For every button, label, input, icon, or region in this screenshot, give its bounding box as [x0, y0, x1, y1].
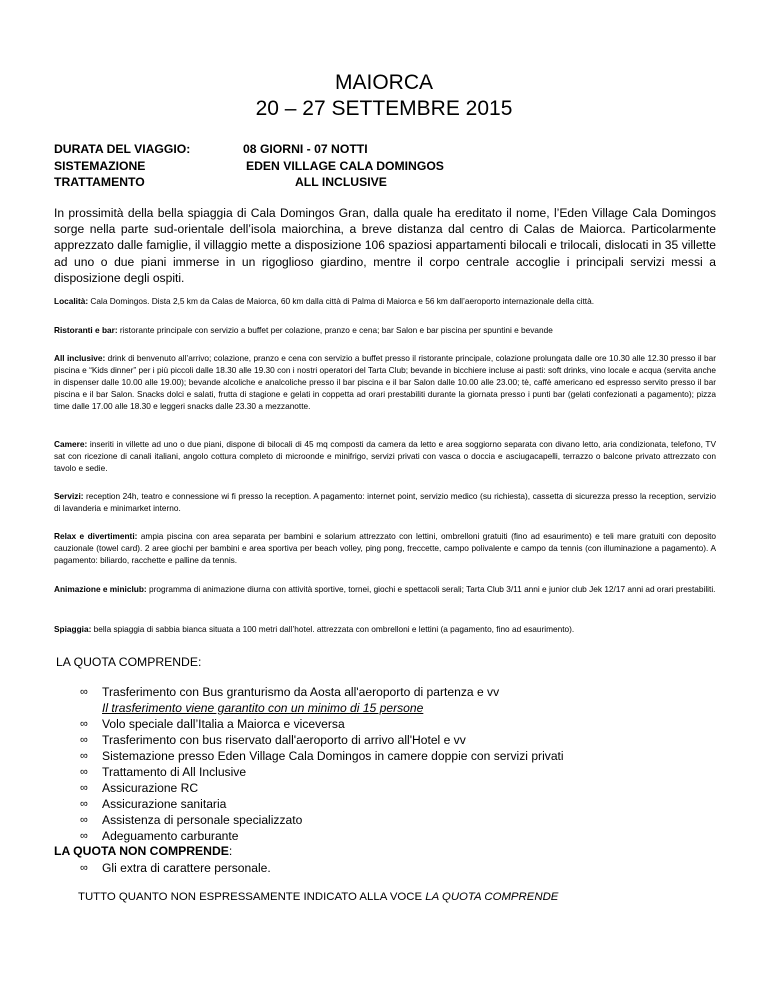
section-text: Cala Domingos. Dista 2,5 km da Calas de Maiorca, 60 km dalla città di Palma di Maiorca e 56 km dall’aeroporto internazionale della città.: [88, 296, 595, 306]
section-text: ristorante principale con servizio a buffet per colazione, pranzo e cena; bar Salon e bar piscina per spuntini e bevande: [117, 325, 553, 335]
section-label: All inclusive:: [54, 353, 106, 363]
quota-comprende-heading: LA QUOTA COMPRENDE:: [56, 655, 202, 669]
page-title: MAIORCA: [334, 71, 433, 94]
section-text: reception 24h, teatro e connessione wi fi presso la reception. A pagamento: internet point, servizio medico (su richiesta), cassetta di sicurezza presso la reception, servizio di lavanderia e minimarket interno.: [54, 491, 716, 513]
detail-value: EDEN VILLAGE CALA DOMINGOS: [246, 158, 444, 173]
quota-non-comprende-heading: [54, 844, 232, 858]
detail-label: TRATTAMENTO: [54, 175, 145, 189]
list-item-text: Trasferimento con Bus granturismo da Aosta all'aeroporto di partenza e vv: [102, 685, 500, 699]
heading-colon: :: [228, 844, 233, 858]
section-camere: [54, 438, 716, 474]
section-text: programma di animazione diurna con attività sportive, tornei, giochi e spettacoli serali; Tarta Club 3/11 anni e junior club Jek 12/17 anni ad orari prestabiliti.: [146, 584, 716, 594]
infinity-bullet-icon: ∞: [80, 766, 88, 778]
section-text: inseriti in villette ad uno o due piani, dispone di bilocali di 45 mq composti da camera da letto e area soggiorno separata con divano letto, aria condizionata, telefono, TV sat con ricezione di canali italiani, angolo cottura completo di microonde e minifrigo, servizi privati con vasca o doccia e asciugacapelli, terrazzo o balcone privato attrezzato con tavolo e sedie.: [54, 439, 716, 473]
section-label: Animazione e miniclub:: [54, 584, 147, 594]
list-item-text: Trasferimento con bus riservato dall'aeroporto di arrivo all'Hotel e vv: [102, 733, 466, 747]
section-spiaggia: [54, 623, 716, 635]
detail-value: ALL INCLUSIVE: [295, 175, 387, 189]
infinity-bullet-icon: ∞: [80, 830, 88, 842]
section-text: ampia piscina con area separata per bambini e solarium attrezzato con lettini, ombrelloni gratuiti (fino ad esaurimento) e teli mare gratuiti con deposito cauzionale (towel card). 2 aree giochi per bambini e area sportiva per beach volley, ping pong, freccette, campo polivalente e campo da tennis (con illuminazione a pagamento). A pagamento: biliardo, racchette e palline da tennis.: [54, 531, 717, 565]
list-item: [0, 748, 768, 764]
list-item-text: Sistemazione presso Eden Village Cala Domingos in camere doppie con servizi privati: [102, 749, 564, 763]
list-item: [0, 828, 768, 844]
section-label: Ristoranti e bar:: [54, 325, 118, 335]
section-localita: [54, 295, 716, 307]
detail-label: SISTEMAZIONE: [54, 158, 146, 173]
infinity-bullet-icon: ∞: [80, 798, 88, 810]
section-label: Camere:: [54, 439, 88, 449]
list-item: [0, 732, 768, 748]
list-item: [0, 860, 768, 876]
footer-text: TUTTO QUANTO NON ESPRESSAMENTE INDICATO ALLA VOCE: [78, 891, 426, 903]
trip-dates: 20 – 27 SETTEMBRE 2015: [255, 97, 513, 120]
list-item: [0, 684, 768, 715]
detail-label: DURATA DEL VIAGGIO:: [54, 142, 191, 156]
section-text: bella spiaggia di sabbia bianca situata a 100 metri dall’hotel. attrezzata con ombrelloni e lettini (a pagamento, fino ad esaurimento).: [91, 624, 575, 634]
infinity-bullet-icon: ∞: [80, 862, 88, 874]
infinity-bullet-icon: ∞: [80, 686, 88, 698]
infinity-bullet-icon: ∞: [80, 782, 88, 794]
list-item-text: Adeguamento carburante: [102, 829, 239, 843]
list-item-text: Assicurazione RC: [102, 781, 199, 795]
infinity-bullet-icon: ∞: [80, 750, 88, 762]
section-all-inclusive: [54, 352, 716, 412]
list-item-text: Assistenza di personale specializzato: [102, 813, 303, 827]
intro-paragraph: In prossimità della bella spiaggia di Cala Domingos Gran, dalla quale ha ereditato il nome, l’Eden Village Cala Domingos sorge nella parte sud-orientale dell’isola maiorchina, a breve distanza dal centro di Calas de Maiorca. Particolarmente apprezzato dalle famiglie, il villaggio mette a disposizione 106 spaziosi appartamenti bilocali e trilocali, dislocati in 35 villette ad uno o due piani immerse in un rigoglioso giardino, mentre il corpo centrale accoglie i principali servizi messi a disposizione degli ospiti.: [54, 206, 716, 285]
section-ristoranti: [54, 324, 716, 336]
detail-value: 08 GIORNI - 07 NOTTI: [243, 142, 368, 156]
list-item: [0, 796, 768, 812]
list-item-text: Assicurazione sanitaria: [102, 797, 227, 811]
list-item: [0, 780, 768, 796]
list-item-text: Gli extra di carattere personale.: [102, 861, 271, 875]
heading-text: LA QUOTA NON COMPRENDE: [54, 844, 229, 858]
section-label: Località:: [54, 296, 89, 306]
footer-note: [78, 891, 558, 903]
list-item: [0, 812, 768, 828]
section-text: drink di benvenuto all’arrivo; colazione, pranzo e cena con servizio a buffet presso il ristorante principale, colazione prolungata dalle ore 10.30 alle 12.30 presso il bar piscina e “Kids dinner” per i più piccoli dalle 18.30 alle 19.30 con i nostri operatori del Tarta Club; bevande in bicchiere incluse ai pasti: soft drinks, vino locale e acqua (servita anche in dispenser dalle 10.00 alle 19.00); bevande alcoliche e analcoliche presso il bar piscina e il bar Salon dalle 10.00 alle 23.00; tè, caffè americano ed espresso servito presso il bar piscina e il bar Salon. Snacks dolci e salati, frutta di stagione e gelati in coppetta ad orari prestabiliti durante la giornata presso i punti bar (gelati confezionati a pagamento); pizza time dalle 17.00 alle 18.30 e leggeri snacks dalle 23.30 a mezzanotte.: [54, 353, 716, 411]
footer-emphasis: LA QUOTA COMPRENDE: [425, 891, 559, 903]
section-relax: [54, 530, 716, 566]
list-item: [0, 764, 768, 780]
section-animazione: [54, 583, 716, 595]
infinity-bullet-icon: ∞: [80, 814, 88, 826]
list-item-note: Il trasferimento viene garantito con un minimo di 15 persone: [102, 701, 424, 715]
list-item-text: Volo speciale dall’Italia a Maiorca e viceversa: [102, 717, 345, 731]
infinity-bullet-icon: ∞: [80, 734, 88, 746]
section-servizi: [54, 490, 716, 514]
list-item-text: Trattamento di All Inclusive: [102, 765, 247, 779]
section-label: Servizi:: [54, 491, 84, 501]
infinity-bullet-icon: ∞: [80, 718, 88, 730]
list-item: [0, 716, 768, 732]
section-label: Relax e divertimenti:: [54, 531, 138, 541]
section-label: Spiaggia:: [54, 624, 92, 634]
